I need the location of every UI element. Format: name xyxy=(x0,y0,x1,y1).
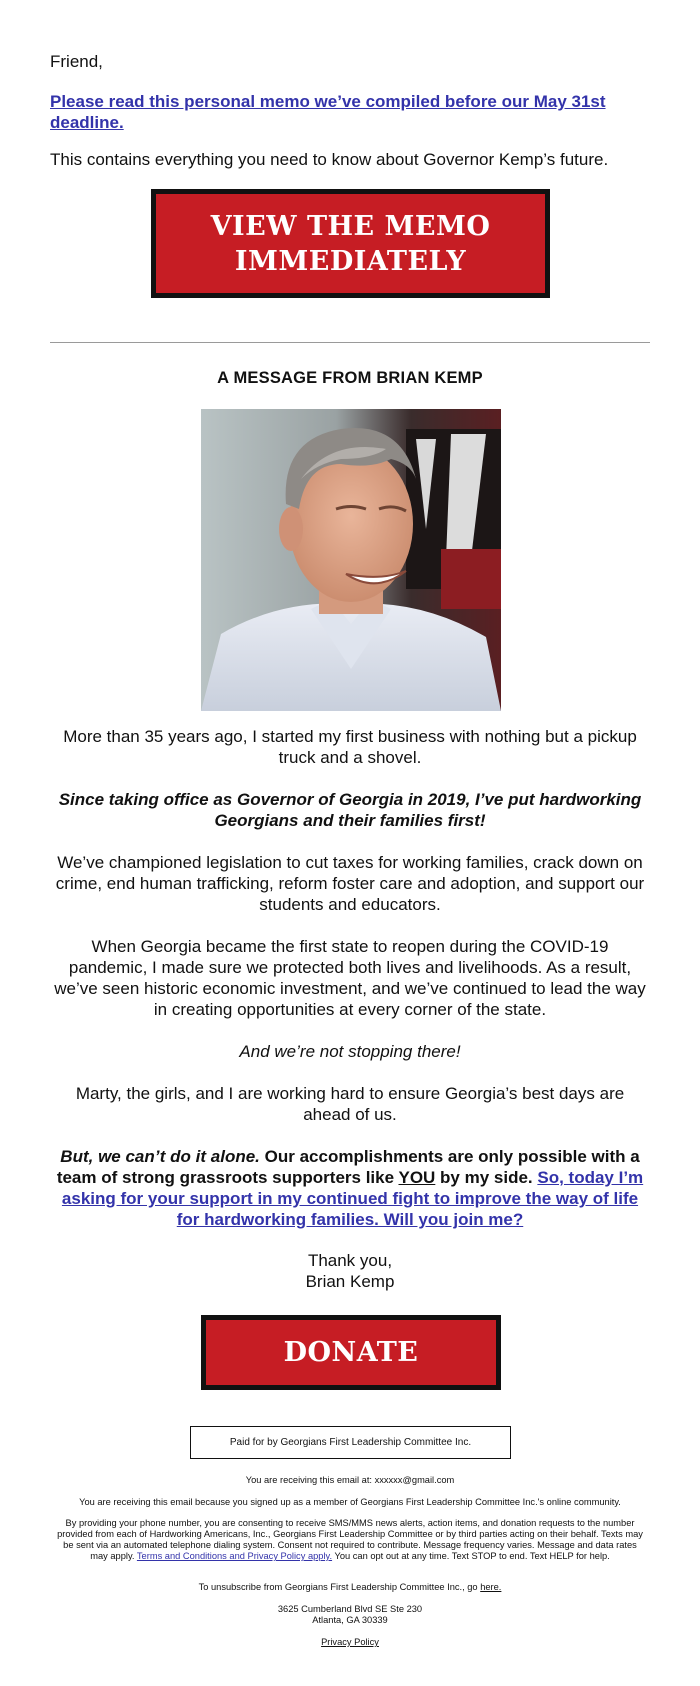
donate-button[interactable]: DONATE xyxy=(201,1315,501,1390)
address-line-1: 3625 Cumberland Blvd SE Ste 230 xyxy=(277,1604,423,1614)
view-memo-button-line1: VIEW THE MEMO xyxy=(210,210,491,242)
body-paragraph-7-you: YOU xyxy=(398,1168,436,1187)
body-paragraph-2: Since taking office as Governor of Georgia in 2019, I’ve put hardworking Georgians and their families first! xyxy=(58,790,642,830)
receiving-email-text: You are receiving this email at: xxxxxx@gmail.com xyxy=(245,1475,455,1485)
body-paragraph-7-text-b: by my side. xyxy=(435,1168,538,1187)
body-paragraph-3: We’ve championed legislation to cut taxes for working families, crack down on crime, end human trafficking, reform foster care and adoption, and support our students and educators. xyxy=(55,853,645,914)
portrait-photo xyxy=(201,409,501,711)
unsubscribe-label: To unsubscribe from Georgians First Leadership Committee Inc., go xyxy=(198,1582,481,1592)
signature: Brian Kemp xyxy=(305,1272,395,1291)
view-memo-button[interactable] xyxy=(151,189,550,298)
body-paragraph-7 xyxy=(50,1146,650,1230)
address-line-2: Atlanta, GA 30339 xyxy=(312,1615,388,1625)
divider xyxy=(50,342,650,343)
view-memo-button-line2: IMMEDIATELY xyxy=(234,245,467,277)
body-paragraph-7-text-a: Our accomplishments are only possible with a team of strong grassroots supporters like xyxy=(56,1147,640,1187)
greeting: Friend, xyxy=(50,52,103,71)
memo-link[interactable]: Please read this personal memo we’ve compiled before our May 31st deadline. xyxy=(50,92,606,132)
sms-consent-tail: You can opt out at any time. Text STOP to end. Text HELP for help. xyxy=(332,1551,610,1561)
message-header: A MESSAGE FROM BRIAN KEMP xyxy=(217,369,483,387)
body-paragraph-6: Marty, the girls, and I are working hard to ensure Georgia’s best days are ahead of us. xyxy=(75,1084,625,1124)
sms-consent-text xyxy=(55,1518,645,1562)
paid-for-box: Paid for by Georgians First Leadership Committee Inc. xyxy=(190,1426,511,1459)
unsubscribe-link[interactable]: here. xyxy=(480,1582,502,1592)
body-paragraph-4: When Georgia became the first state to reopen during the COVID-19 pandemic, I made sure we protected both lives and livelihoods. As a result, we’ve seen historic economic investment, and we’ve continued to lead the way in creating opportunities at every corner of the state. xyxy=(54,937,646,1019)
terms-link[interactable]: Terms and Conditions and Privacy Policy apply. xyxy=(136,1551,333,1561)
privacy-policy-link-wrap xyxy=(55,1637,645,1648)
sms-consent-body: By providing your phone number, you are consenting to receive SMS/MMS news alerts, action items, and donation requests to the number provided from each of Hardworking Americans, Inc., Georgians First Leadership Committee or by third parties acting on their behalf. Texts may be sent via an automated telephone dialing system. Consent not required to contribute. Message frequency varies. Message and data rates may apply. xyxy=(57,1518,643,1561)
intro-text: This contains everything you need to know about Governor Kemp’s future. xyxy=(50,150,609,169)
body-paragraph-1: More than 35 years ago, I started my first business with nothing but a pickup truck and a shovel. xyxy=(63,727,637,767)
support-link[interactable]: So, today I’m asking for your support in my continued fight to improve the way of life for hardworking families. Will you join me? xyxy=(61,1168,644,1229)
body-paragraph-5: And we’re not stopping there! xyxy=(239,1042,461,1061)
body-paragraph-7-italic: But, we can’t do it alone. xyxy=(60,1147,260,1166)
signed-up-text: You are receiving this email because you signed up as a member of Georgians First Leadership Committee Inc.'s online community. xyxy=(79,1497,621,1507)
thanks: Thank you, xyxy=(307,1251,393,1270)
unsubscribe-text xyxy=(55,1582,645,1593)
privacy-policy-link[interactable]: Privacy Policy xyxy=(321,1637,379,1647)
